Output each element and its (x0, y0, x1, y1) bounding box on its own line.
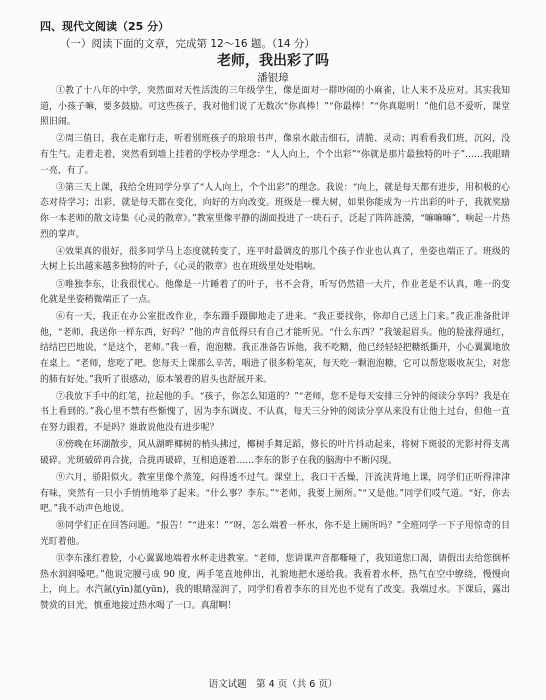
paragraph: ⑨六月，骄阳似火。教室里像个蒸笼，闷得透不过气。课堂上，我口干舌燥，汗流浃背地上课，同学们正听得津津有味，突然有一只小手悄悄地举了起来。“什么事？李东。”“老师，我要上厕所。”“又是他。”同学们哎气道。“好，你去吧。”我不动声色地说。 (40, 473, 510, 515)
article-title: 老师，我出彩了吗 (217, 53, 329, 69)
paragraph: ⑦我放下手中的红笔，拉起他的手。“孩子，你怎么知道的？”“老师，您不是每天安排三分钟的阅读分享吗？我是在书上看到的。”我心里不禁有些惭愧了，因为李东调皮、不认真，每天三分钟的阅读分享从来没有让他上过台，但他一直在努力跟着，不是吗？谁敢说他没有进步呢？ (40, 391, 510, 434)
paragraph: ①教了十八年的中学，突然面对天性活泼的三年级学生，像是面对一群吵闹的小麻雀，让人来不及应对。其实我知道，小孩子嘛，要多鼓励。可这些孩子，我对他们说了无数次“你真棒！”“你最棒！”“你真聪明！”他们总不爱听，课堂照旧闹。 (40, 86, 510, 128)
paragraph: ⑧傍晚在环湖散步，风从湖畔椰树的梢头拂过，椰树手舞足蹈，修长的叶片抖动起来，将树下斑驳的光影衬得支离破碎。光斑破碎再合拢，合拢再破碎，互相追逐着……李东的影子在我的脑海中不断闪现。 (40, 440, 510, 466)
paragraph: ②周三值日，我在走廊行走，听着别班孩子的琅琅书声，像泉水敲击细石，清脆、灵动；再看看我们班，沉闷，没有生气。走着走着，突然看到墙上挂着的学校办学理念：“人人向上，个个出彩”“你就是那片最独特的叶子”……我眼睛一亮，有了。 (40, 134, 510, 176)
paragraph: ⑪李东涨红着脸，小心翼翼地端着水杯走进教室。“老师，您讲课声音都嘶哑了，我知道您口渴，请假出去给您倒杯热水润润嗓吧。”他说完腰弓成 90 度，两手笔直地伸出，礼貌地把水递给我。我看着水杯，热气在空中缭绕，慢慢向上，向上。水汽氤(yīn)氲(yūn)，我的眼睛湿润了，同学们看着李东的目光也不觉有了改变。我端过水。下课后，露出赞赏的目光，慎重地接过热水喝了一口。真甜啊！ (40, 554, 510, 611)
article-body (40, 84, 510, 616)
section-heading: 四、现代文阅读（25 分） (40, 20, 170, 33)
paragraph: ⑥有一天，我正在办公室批改作业，李东蹑手蹑脚地走了进来。“我正要找你，你却自己送上门来。”我正准备批评他，“老师，我送你一样东西，好吗？”他的声音低得只有自己才能听见。“什么东西？”我皱起眉头。他的脸涨得通红，结结巴巴地说，“是这个，老师。”我一看，泡泡糖。我正准备告诉他，我不吃糖，他已经轻轻把糖纸撕开，小心翼翼地放在桌上。“老师，您吃了吧。您每天上课那么辛苦，咽进了很多粉笔灰，每天吃一颗泡泡糖，它可以帮您吸收灰尘，对您的肺有好处。”我听了很感动，原本皱着的眉头也舒展开来。 (40, 312, 510, 385)
paragraph: ⑩同学们正在回答问题。“报告！”“进来！”“呀，怎么端着一杯水，你不是上厕所吗？”全班同学一下子用惊奇的目光盯着他。 (40, 521, 510, 547)
sub-heading: （一）阅读下面的文章，完成第 12～16 题。（14 分） (60, 38, 315, 50)
paragraph: ③第三天上课，我给全班同学分享了“人人向上，个个出彩”的理念。我说：“向上，就是每天都有进步，用积极的心态对待学习；出彩，就是每天都在变化，向好的方向改变。班级是一棵大树，如果你能成为一片出彩的叶子，我就奖励你一本老师的散文诗集《心灵的散章》。”教室里像平静的湖面投进了一块石子，泛起了阵阵涟漪，“嘛嘛嘛”，响起一片热烈的掌声。 (40, 182, 510, 240)
paragraph: ④效果真的很好，很多同学马上态度就转变了，连平时最调皮的那几个孩子作业也认真了，坐姿也端正了。班级的大树上长出越来越多独特的叶子，《心灵的散章》也在班级里处处唱响。 (40, 246, 510, 273)
page-footer: 语文试题 第 4 页（共 6 页） (208, 679, 338, 690)
article-author: 潘银璋 (257, 72, 289, 84)
paragraph: ⑤唯独李东，让我很忧心。他像是一片睡着了的叶子，书不会背，听写仍然错一大片，作业老是不认真，唯一的变化就是坐姿稍微端正了一点。 (40, 279, 510, 306)
